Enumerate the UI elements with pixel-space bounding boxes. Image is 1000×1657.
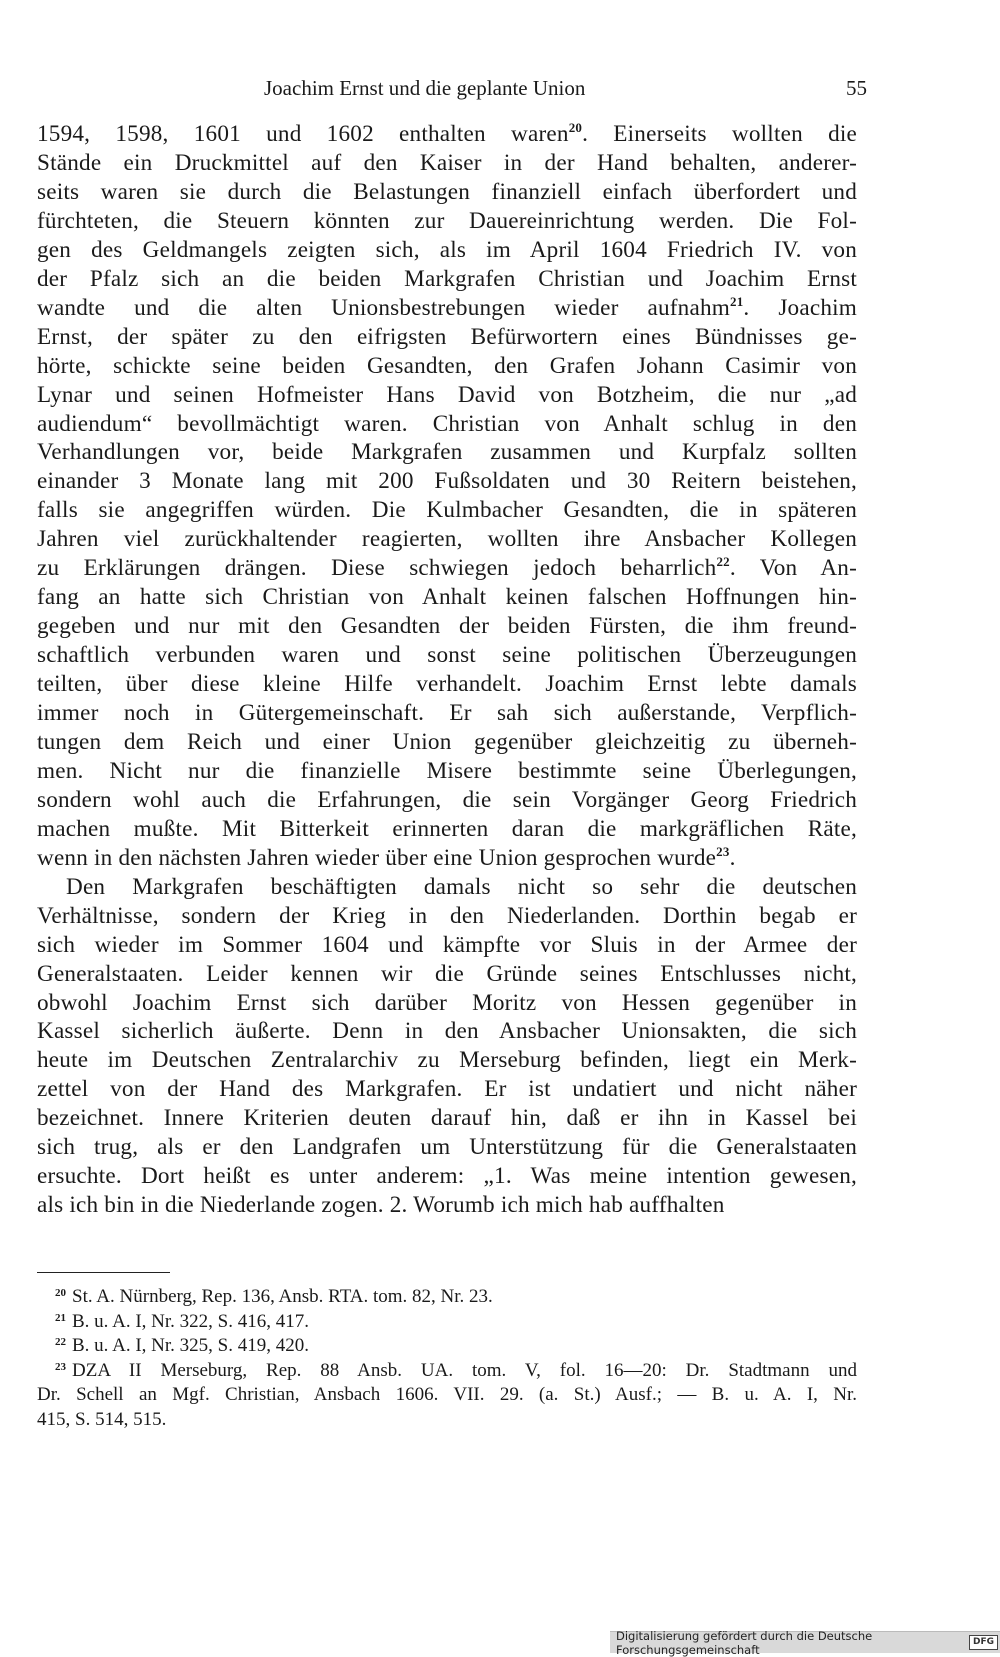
footnote-reference: 21: [730, 293, 744, 309]
text-line: Lynar und seinen Hofmeister Hans David von Botzheim, die nur „ad: [37, 381, 857, 408]
text-line: heute im Deutschen Zentralarchiv zu Merseburg befinden, liegt ein Merk-: [37, 1047, 857, 1074]
footnote-marker: 22: [55, 1336, 66, 1349]
text-line: hörte, schickte seine beiden Gesandten, den Grafen Johann Casimir von: [37, 352, 857, 379]
text-line: seits waren sie durch die Belastungen finanziell einfach überfordert und: [37, 178, 857, 205]
footnote-text: B. u. A. I, Nr. 325, S. 419, 420.: [72, 1335, 309, 1357]
digitization-credit: [610, 1628, 1000, 1657]
footnote-text: B. u. A. I, Nr. 322, S. 416, 417.: [72, 1310, 309, 1332]
footnote-marker: 21: [55, 1311, 66, 1324]
text-line: fang an hatte sich Christian von Anhalt keinen falschen Hoffnungen hin-: [37, 584, 857, 611]
page-number: 55: [846, 76, 867, 100]
text-line: men. Nicht nur die finanzielle Misere bestimmte seine Überlegungen,: [37, 757, 857, 784]
text-line: Verhältnisse, sondern der Krieg in den Niederlanden. Dorthin begab er: [37, 902, 857, 929]
page-header: [37, 76, 867, 108]
text-line: sondern wohl auch die Erfahrungen, die sein Vorgänger Georg Friedrich: [37, 786, 857, 813]
text-line: der Pfalz sich an die beiden Markgrafen Christian und Joachim Ernst: [37, 265, 857, 292]
credit-text: Digitalisierung gefördert durch die Deutsche Forschungsgemeinschaft: [616, 1628, 873, 1657]
text-line: Kassel sicherlich äußerte. Denn in den Ansbacher Unionsakten, die sich: [37, 1018, 857, 1045]
text-line: als ich bin in die Niederlande zogen. 2. Worumb ich mich hab auffhalten: [37, 1192, 725, 1219]
text-line: wenn in den nächsten Jahren wieder über eine Union gesprochen wurde$^{23}$.: [37, 843, 736, 871]
text-line: audiendum“ bevollmächtigt waren. Christian von Anhalt schlug in den: [37, 410, 857, 437]
footnote-reference: 23: [716, 843, 730, 859]
text-line: tungen dem Reich und einer Union gegenüber gleichzeitig zu überneh-: [37, 728, 857, 755]
text-line: Den Markgrafen beschäftigten damals nicht so sehr die deutschen: [66, 873, 857, 900]
text-line: schaftlich verbunden waren und sonst seine politischen Überzeugungen: [37, 642, 857, 669]
footnote-continuation: 415, S. 514, 515.: [37, 1409, 167, 1430]
text-line: teilten, über diese kleine Hilfe verhandelt. Joachim Ernst lebte damals: [37, 671, 857, 698]
footnote-separator: [37, 1272, 170, 1273]
text-line: Generalstaaten. Leider kennen wir die Gründe seines Entschlusses nicht,: [37, 960, 857, 987]
text-line: gen des Geldmangels zeigten sich, als im April 1604 Friedrich IV. von: [37, 236, 857, 263]
text-line: Verhandlungen vor, beide Markgrafen zusammen und Kurpfalz sollten: [37, 439, 857, 466]
footnote-marker: 23: [55, 1360, 66, 1373]
footnote-reference: 20: [568, 120, 583, 135]
footnote-text: DZA II Merseburg, Rep. 88 Ansb. UA. tom. V, fol. 16—20: Dr. Stadtmann und: [72, 1359, 857, 1381]
text-line: falls sie angegriffen würden. Die Kulmbacher Gesandten, die in späteren: [37, 497, 857, 524]
footnote: [37, 1310, 857, 1334]
text-line: zettel von der Hand des Markgrafen. Er ist undatiert und nicht näher: [37, 1076, 857, 1103]
text-line: ersuchte. Dort heißt es unter anderem: „1. Was meine intention gewesen,: [37, 1163, 857, 1190]
text-line: Stände ein Druckmittel auf den Kaiser in der Hand behalten, anderer-: [37, 149, 857, 176]
text-line: sich trug, als er den Landgrafen um Unterstützung für die Generalstaaten: [37, 1134, 857, 1161]
text-line: Jahren viel zurückhaltender reagierten, wollten ihre Ansbacher Kollegen: [37, 526, 857, 553]
text-line: bezeichnet. Innere Kriterien deuten darauf hin, daß er ihn in Kassel bei: [37, 1105, 857, 1132]
text-line: Ernst, der später zu den eifrigsten Befürwortern eines Bündnisses ge-: [37, 323, 857, 350]
dfg-logo: DFG: [969, 1635, 998, 1650]
footnote: [37, 1334, 857, 1358]
text-line: obwohl Joachim Ernst sich darüber Moritz von Hessen gegenüber in: [37, 989, 857, 1016]
footnote: [37, 1359, 857, 1383]
footnote-marker: 20: [55, 1287, 66, 1299]
text-line: zu Erklärungen drängen. Diese schwiegen jedoch beharrlich$^{22}$. Von An-: [37, 554, 857, 582]
text-line: wandte und die alten Unionsbestrebungen wieder aufnahm$^{21}$. Joachim: [37, 293, 857, 321]
text-line: fürchteten, die Steuern könnten zur Dauereinrichtung werden. Die Fol-: [37, 207, 857, 234]
footnote-reference: 22: [716, 554, 730, 570]
text-line: einander 3 Monate lang mit 200 Fußsoldaten und 30 Reitern beistehen,: [37, 468, 857, 495]
text-line: sich wieder im Sommer 1604 und kämpfte vor Sluis in der Armee der: [37, 931, 857, 958]
text-line: gegeben und nur mit den Gesandten der beiden Fürsten, die ihm freund-: [37, 613, 857, 640]
running-title: Joachim Ernst und die geplante Union: [264, 76, 586, 100]
text-line: 1594, 1598, 1601 und 1602 enthalten waren$^{20}$. Einerseits wollten die: [37, 120, 857, 147]
text-line: immer noch in Gütergemeinschaft. Er sah sich außerstande, Verpflich-: [37, 700, 857, 726]
footnote-continuation: Dr. Schell an Mgf. Christian, Ansbach 1606. VII. 29. (a. St.) Ausf.; — B. u. A. I, Nr.: [37, 1384, 857, 1406]
footnote-text: St. A. Nürnberg, Rep. 136, Ansb. RTA. tom. 82, Nr. 23.: [72, 1286, 493, 1307]
text-line: machen mußte. Mit Bitterkeit erinnerten daran die markgräflichen Räte,: [37, 815, 857, 842]
footnote: [37, 1285, 857, 1309]
